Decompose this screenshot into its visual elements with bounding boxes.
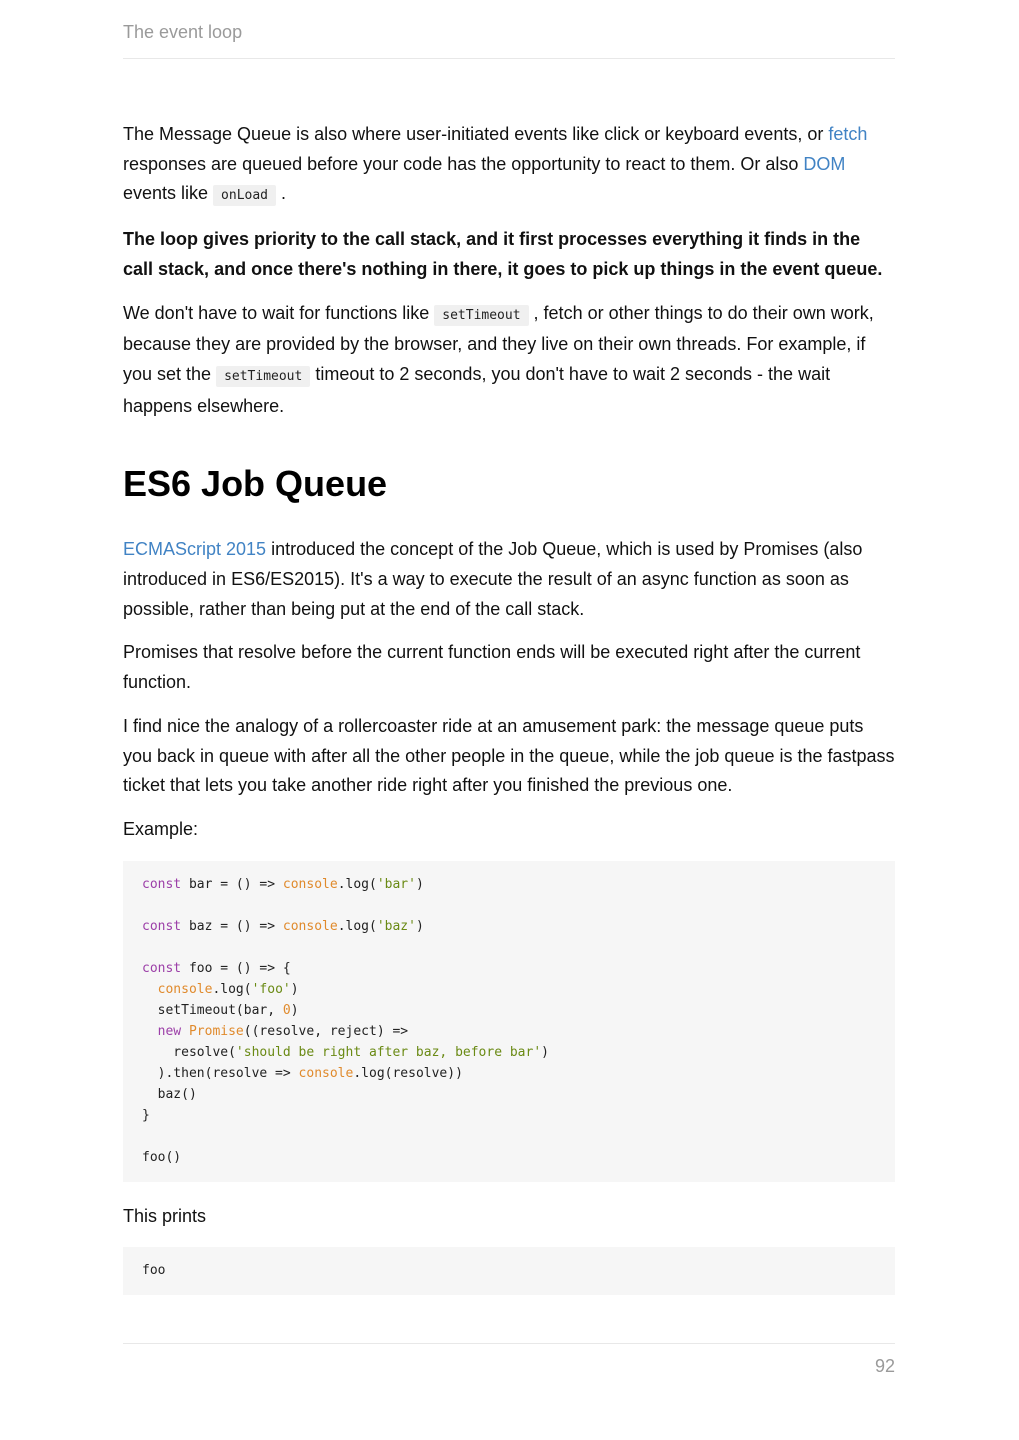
code-text: resolve( bbox=[142, 1044, 236, 1060]
code-text: .log( bbox=[337, 918, 377, 934]
code-text: foo = () => { bbox=[181, 960, 291, 976]
dom-link[interactable]: DOM bbox=[803, 153, 846, 174]
text: introduced the concept of the Job Queue, which is used by Promises (also introduced in ES6/ES2015). It's a way to execute the result of an async function as soon as possible, rather than being put at the end of the call stack. bbox=[123, 539, 863, 619]
text: events like bbox=[123, 183, 214, 204]
text: The Message Queue is also where user-initiated events like click or keyboard events, or bbox=[123, 124, 829, 144]
builtin: console bbox=[298, 1065, 354, 1081]
paragraph-example-label: Example: bbox=[123, 818, 199, 839]
text: We don't have to wait for functions like bbox=[123, 302, 435, 323]
code-text: } bbox=[142, 1107, 150, 1123]
code-text: ) bbox=[415, 918, 424, 934]
builtin: console bbox=[157, 981, 213, 997]
text: , fetch or other things to do their own work, because they are provided by the browser, and they live on their own threads. For example, if you set the bbox=[123, 302, 874, 384]
keyword: new bbox=[157, 1023, 182, 1039]
builtin: Promise bbox=[188, 1023, 244, 1039]
code-text: bar = () => bbox=[181, 876, 283, 892]
code-text: ) bbox=[290, 1002, 299, 1018]
text: . bbox=[276, 183, 287, 204]
paragraph-loop-priority: The loop gives priority to the call stack, and it first processes everything it finds in the call stack, and once there's nothing in there, it goes to pick up things in the event queue. bbox=[123, 229, 883, 279]
code-text: ).then(resolve => bbox=[142, 1065, 299, 1081]
code-text: .log(resolve)) bbox=[353, 1065, 463, 1081]
number: 0 bbox=[282, 1002, 291, 1018]
text: responses are queued before your code has the opportunity to react to them. Or also bbox=[123, 153, 804, 174]
keyword: const bbox=[142, 918, 182, 934]
paragraph-settimeout bbox=[123, 299, 895, 422]
code-text: baz = () => bbox=[181, 918, 283, 934]
code-text: ) bbox=[541, 1044, 549, 1060]
text: timeout to 2 seconds, you don't have to wait 2 seconds - the wait happens elsewhere. bbox=[123, 363, 831, 416]
code-text: .log( bbox=[212, 981, 252, 997]
inline-code-settimeout: setTimeout bbox=[434, 305, 528, 326]
keyword: const bbox=[142, 876, 182, 892]
paragraph-this-prints: This prints bbox=[123, 1205, 207, 1226]
fetch-link[interactable]: fetch bbox=[828, 124, 868, 144]
code-text: ((resolve, reject) => bbox=[243, 1023, 409, 1039]
inline-code-onload: onLoad bbox=[213, 185, 276, 206]
content bbox=[123, 120, 895, 1315]
paragraph-analogy: I find nice the analogy of a rollercoaster ride at an amusement park: the message queue puts you back in queue with after all the other people in the queue, while the job queue is the fastpass ticket that lets you take another ride right after you finished the previous one. bbox=[123, 715, 895, 796]
string: 'bar' bbox=[376, 876, 416, 892]
paragraph-job-queue bbox=[123, 535, 895, 624]
code-block-output: foo bbox=[123, 1247, 895, 1295]
string: 'should be right after baz, before bar' bbox=[235, 1044, 542, 1060]
code-text: setTimeout(bar, bbox=[142, 1002, 283, 1018]
keyword: const bbox=[142, 960, 182, 976]
builtin: console bbox=[282, 876, 338, 892]
paragraph-promises: Promises that resolve before the current function ends will be executed right after the current function. bbox=[123, 642, 861, 693]
page-number: 92 bbox=[874, 1356, 895, 1376]
running-header: The event loop bbox=[123, 22, 895, 59]
code-text: ) bbox=[290, 981, 299, 997]
code-text: ) bbox=[415, 876, 424, 892]
inline-code-settimeout-2: setTimeout bbox=[216, 366, 310, 387]
code-text: foo() bbox=[142, 1149, 182, 1165]
string: 'baz' bbox=[376, 918, 416, 934]
code-block-example bbox=[123, 861, 895, 1182]
paragraph-message-queue bbox=[123, 120, 895, 211]
ecmascript-link[interactable]: ECMAScript 2015 bbox=[123, 539, 267, 560]
builtin: console bbox=[282, 918, 338, 934]
section-heading: ES6 Job Queue bbox=[123, 463, 388, 505]
string: 'foo' bbox=[251, 981, 291, 997]
code-text: baz() bbox=[142, 1086, 197, 1102]
code-text: .log( bbox=[337, 876, 377, 892]
footer-rule bbox=[123, 1343, 895, 1344]
